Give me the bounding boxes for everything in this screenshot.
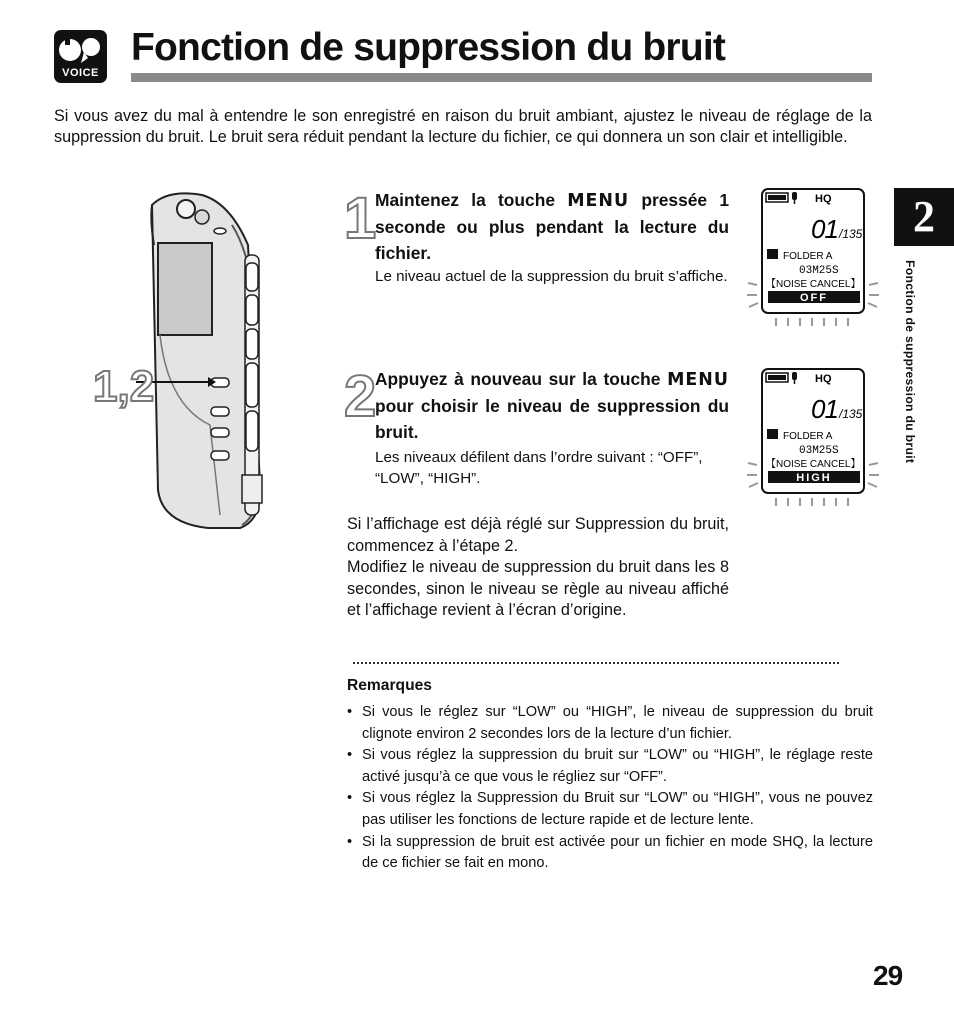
chapter-tab: 2 bbox=[894, 188, 954, 246]
voice-icon-label: VOICE bbox=[62, 67, 99, 79]
step-2-mode: 【NOISE CANCEL】 bbox=[766, 459, 861, 470]
voice-icon bbox=[54, 30, 107, 83]
page-title: Fonction de suppression du bruit bbox=[131, 26, 726, 69]
note-line-2: Modifiez le niveau de suppression du bruit dans les 8 secondes, sinon le niveau se règle au niveau affiché et l’affichage revient à l’écran d’origine. bbox=[347, 558, 729, 620]
step-2-quality: HQ bbox=[815, 373, 832, 385]
device-callout-label: 1,2 bbox=[93, 362, 155, 411]
page-number: 29 bbox=[873, 960, 903, 991]
remark-item: • Si vous réglez la suppression du bruit sur “LOW” ou “HIGH”, le réglage reste activé jusqu’à ce que vous le régliez sur “OFF”. bbox=[347, 745, 873, 788]
step-1-time: 03M25S bbox=[799, 265, 839, 277]
step-2-total-files: /135 bbox=[839, 407, 863, 421]
step-1-menu-key: MENU bbox=[567, 191, 630, 211]
step-1-level: OFF bbox=[800, 292, 828, 304]
step-2-time: 03M25S bbox=[799, 445, 839, 457]
step-2-heading-rest: pour choisir le niveau de suppression du bruit. bbox=[375, 396, 729, 442]
step-2-menu-key: MENU bbox=[667, 370, 729, 390]
step-2-level: HIGH bbox=[796, 472, 832, 484]
step-2-detail: Les niveaux défilent dans l’ordre suivant : “OFF”, “LOW”, “HIGH”. bbox=[375, 449, 703, 487]
note-line-1: Si l’affichage est déjà réglé sur Suppression du bruit, commencez à l’étape 2. bbox=[347, 515, 729, 555]
step-1-mode: 【NOISE CANCEL】 bbox=[766, 279, 861, 290]
folder-icon bbox=[767, 249, 778, 259]
intro-paragraph: Si vous avez du mal à entendre le son enregistré en raison du bruit ambiant, ajustez le niveau de réglage de la suppression du bruit. Le bruit sera réduit pendant la lecture du fichier, ce qui donnera un son clair et intelligible. bbox=[54, 107, 872, 146]
remark-item: • Si la suppression de bruit est activée pour un fichier en mode SHQ, la lecture de ce fichier se fait en mono. bbox=[347, 832, 873, 875]
step-2-folder: FOLDER A bbox=[783, 431, 833, 442]
step-1-detail: Le niveau actuel de la suppression du bruit s’affiche. bbox=[375, 268, 728, 285]
step-1-heading bbox=[375, 187, 729, 266]
step-2-number: 2 bbox=[344, 364, 377, 429]
remark-item: • Si vous réglez la Suppression du Bruit sur “LOW” ou “HIGH”, vous ne pouvez pas utiliser les fonctions de lecture rapide et de lecture lente. bbox=[347, 788, 873, 831]
step-1-lcd-display bbox=[745, 187, 880, 342]
step-1-folder: FOLDER A bbox=[783, 251, 833, 262]
remarks-title: Remarques bbox=[347, 677, 432, 694]
step-1-number: 1 bbox=[344, 186, 377, 251]
side-section-label: Fonction de suppression du bruit bbox=[903, 260, 917, 464]
step-1-quality: HQ bbox=[815, 193, 832, 205]
step-1-heading-rest: pressée 1 seconde ou plus pendant la lecture du fichier. bbox=[375, 190, 729, 263]
folder-icon bbox=[767, 429, 778, 439]
step-2-lcd-display bbox=[745, 367, 880, 522]
dotted-divider bbox=[353, 662, 839, 664]
remarks-list bbox=[347, 702, 873, 875]
voice-recorder-drawing bbox=[90, 185, 280, 530]
title-rule bbox=[131, 73, 872, 82]
recorder-illustration bbox=[90, 185, 280, 530]
step-2-heading-text: Appuyez à nouveau sur la touche bbox=[375, 369, 668, 389]
step-note bbox=[347, 514, 729, 622]
remark-item: • Si vous le réglez sur “LOW” ou “HIGH”, le niveau de suppression du bruit clignote environ 2 secondes lors de la lecture d’un fichier. bbox=[347, 702, 873, 745]
step-2-file-number: 01 bbox=[811, 394, 839, 424]
step-2-heading bbox=[375, 366, 729, 445]
step-1-total-files: /135 bbox=[839, 227, 863, 241]
step-1-heading-text: Maintenez la touche bbox=[375, 190, 568, 210]
step-1-file-number: 01 bbox=[811, 214, 839, 244]
